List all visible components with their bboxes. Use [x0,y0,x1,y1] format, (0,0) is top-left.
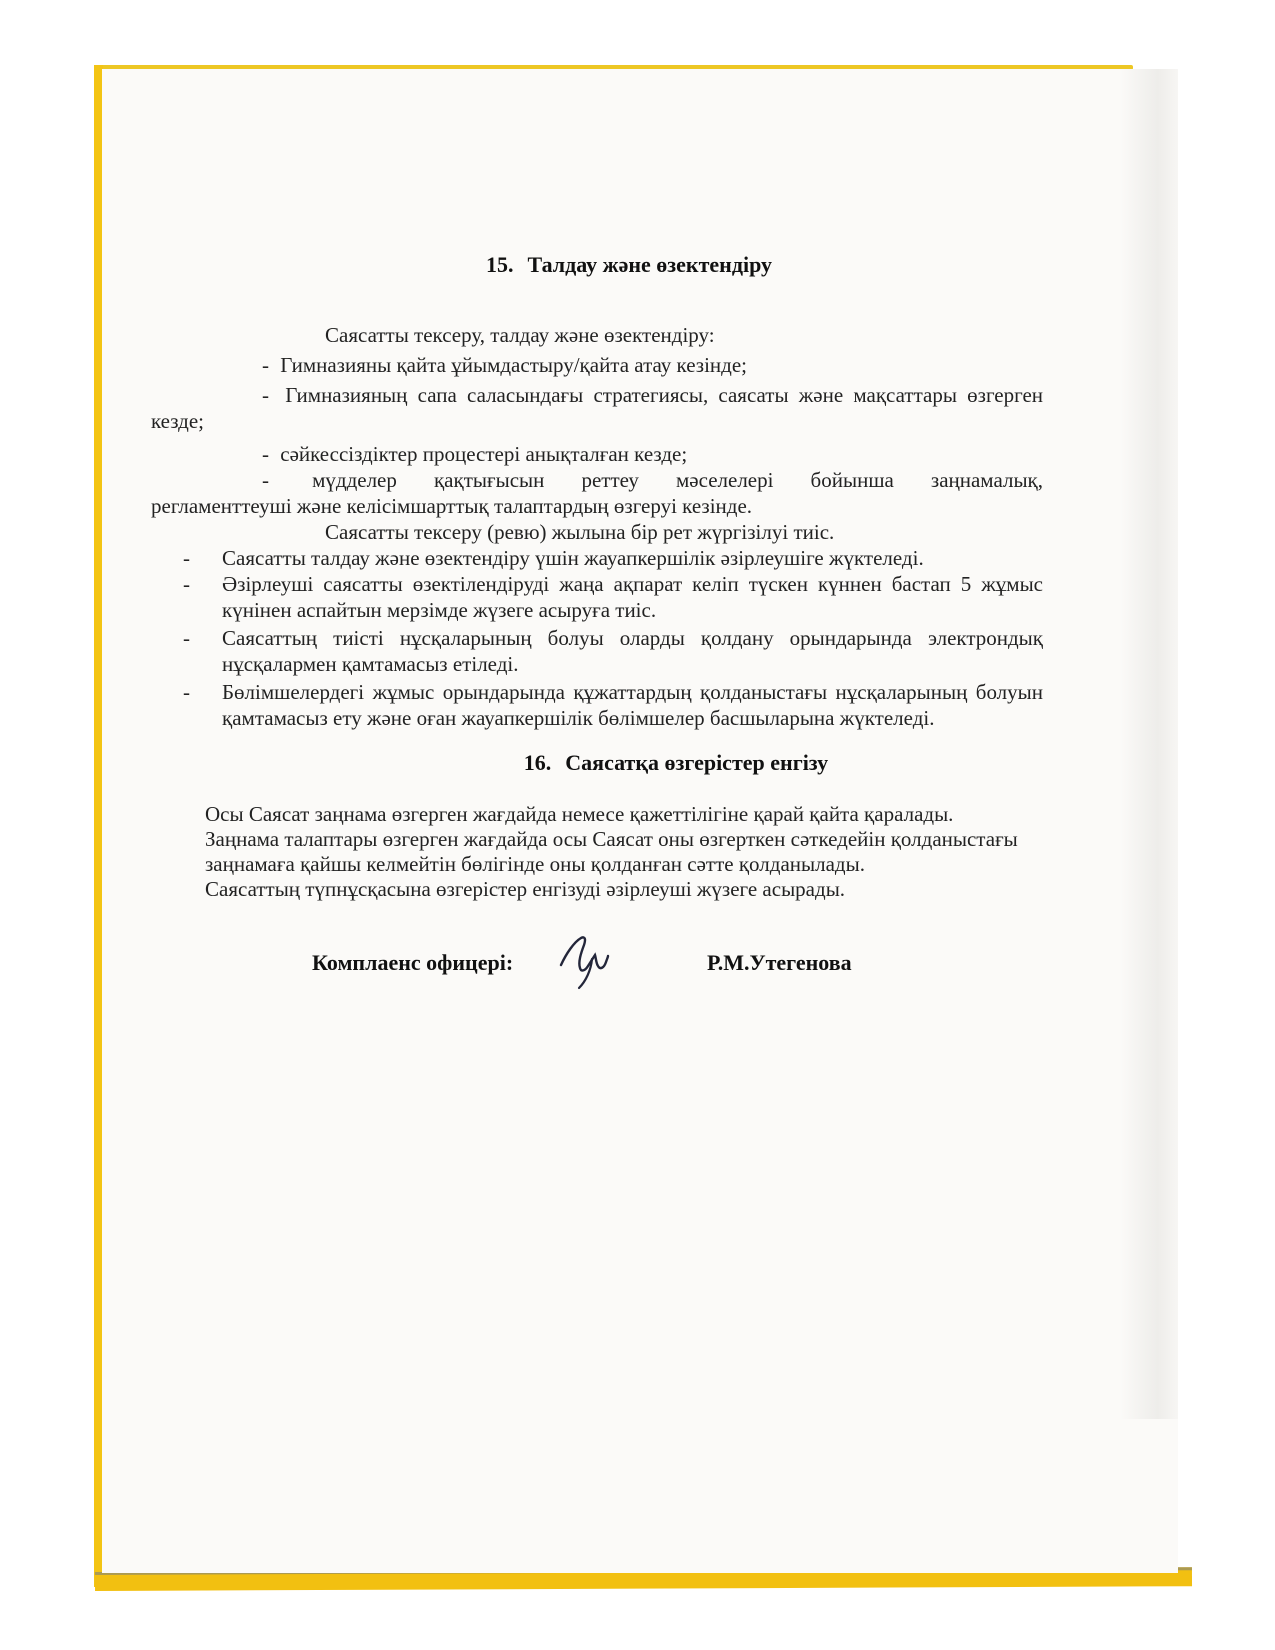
signatory-name: Р.М.Утегенова [707,950,852,975]
bullet-text: сәйкессіздіктер процестері анықталған кезде; [280,442,688,466]
item-dash: - [183,680,190,704]
bullet-line-2: регламенттеуші және келісімшарттық талаптардың өзгеруі кезінде. [151,494,753,518]
item-dash: - [183,572,190,596]
section-16-heading [230,750,1122,776]
paragraph-line-4: Саясаттың түпнұсқасына өзгерістер енгізуді әзірлеуші жүзеге асырады. [205,877,846,901]
section-15-heading [183,252,1075,278]
item-dash: - [183,546,190,570]
bullet-item-2 [151,382,1043,434]
item-line-2: қамтамасыз ету және оған жауапкершілік бөлімшелер басшыларына жүктеледі. [222,706,935,730]
bullet-line-1 [151,382,1043,408]
paragraph-line-1: Осы Саясат заңнама өзгерген жағдайда немесе қажеттілігіне қарай қайта қаралады. [205,802,954,826]
policy-item-1 [151,545,1043,571]
signature-block [151,950,1043,1020]
item-line-2: күнінен аспайтын мерзімде жүзеге асыруға тиіс. [222,598,657,622]
section-16-title-text: Саясатқа өзгерістер енгізу [565,750,829,775]
bullet-dash: - [262,442,269,466]
policy-item-4 [151,679,1043,731]
section-15-number: 15. [485,252,514,277]
bullet-line-1 [151,467,1043,493]
item-line-1: Бөлімшелердегі жұмыс орындарында құжаттардың қолданыстағы нұсқаларының болуын [222,680,1043,704]
policy-item-2 [151,571,1043,623]
item-line-1: Саясаттың тиісті нұсқаларының болуы оларды қолдану орындарында электрондық [222,626,1043,650]
bullet-text: Гимназияның сапа саласындағы стратегиясы, саясаты және мақсаттары өзгерген [285,383,1043,407]
signature-scribble-icon [555,930,627,992]
bullet-line-2: кезде; [151,409,205,433]
item-dash: - [183,626,190,650]
item-text: Саясатты талдау және өзектендіру үшін жауапкершілік әзірлеушіге жүктеледі. [222,546,924,570]
policy-change-paragraph [151,802,1043,902]
item-line-2: нұсқалармен қамтамасыз етіледі. [222,652,519,676]
section-15-title-text: Талдау және өзектендіру [527,252,773,277]
item-line-1: Әзірлеуші саясатты өзектілендіруді жаңа ақпарат келіп түскен күннен бастап 5 жұмыс [222,572,1043,596]
bullet-item-3 [151,441,1043,467]
paper-edge-shadow [1120,69,1178,1419]
bullet-text: Гимназияны қайта ұйымдастыру/қайта атау кезінде; [280,353,747,377]
bullet-dash: - [262,353,269,377]
bullet-item-1 [151,352,1043,378]
document-paper [102,69,1178,1573]
bullet-dash: - [262,468,269,492]
policy-item-3 [151,625,1043,677]
bullet-dash: - [262,383,269,407]
bullet-text: мүдделер қақтығысын реттеу мәселелері бойынша заңнамалық, [312,468,1044,492]
document-content [151,240,1043,1020]
paragraph-line-3: заңнамаға қайшы келмейтін бөлігінде оны қолданған сәтте қолданылады. [205,852,865,876]
section-16-number: 16. [523,750,552,775]
section-15-intro: Саясатты тексеру, талдау және өзектендіру: [325,323,715,347]
paragraph-line-2: Заңнама талаптары өзгерген жағдайда осы Саясат оны өзгерткен сәткедейін қолданыстағы [205,827,1018,851]
signature-role-label: Комплаенс офицері: [312,950,514,975]
review-note: Саясатты тексеру (ревю) жылына бір рет жүргізілуі тиіс. [325,520,835,544]
bullet-item-4 [151,467,1043,519]
